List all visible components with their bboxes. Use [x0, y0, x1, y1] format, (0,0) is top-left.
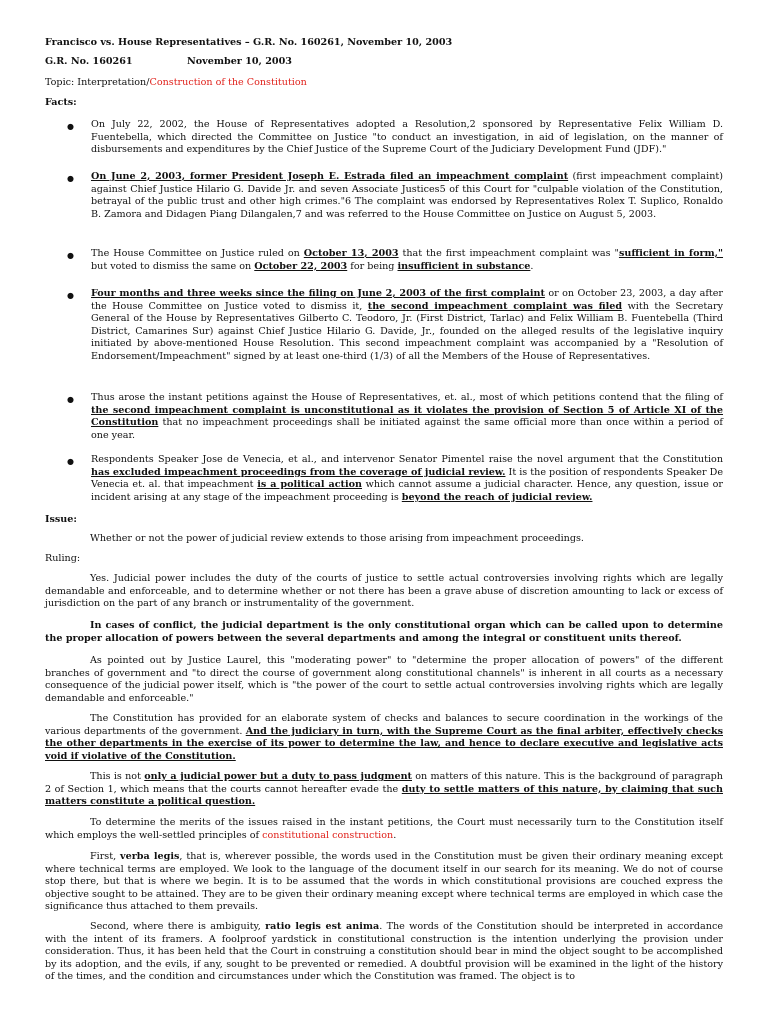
- topic-label: Topic: Interpretation/: [45, 77, 150, 88]
- fact-6-text-a: Respondents Speaker Jose de Venecia, et al., and intervenor Senator Pimentel raise the novel argument that the Constitution: [91, 454, 723, 465]
- ruling-6-text-b: .: [393, 829, 397, 841]
- bullet-icon: ●: [67, 395, 74, 404]
- issue-heading: Issue:: [45, 514, 77, 525]
- case-date: November 10, 2003: [187, 56, 292, 67]
- ruling-6-highlight: constitutional construction: [262, 829, 394, 841]
- ruling-paragraph-4: [45, 713, 723, 763]
- fact-paragraph-3: [91, 248, 723, 273]
- ruling-7-text-c: , that is, wherever possible, the words used in the Constitution must be given their ordinary meaning except where technical terms are employed. We look to the language of the document itself in our search for its meaning. We do not of course stop there, but that is where we begin. It is to be assumed that the words in which constitutional provisions are couched express the objective sought to be attained. They are to be given their ordinary meaning except where technical terms are employed in which case the significance thus attached to them prevails.: [45, 851, 723, 913]
- fact-6-emphasis-3: beyond the reach of judicial review.: [401, 491, 593, 503]
- ruling-4-text: The Constitution has provided for an elaborate system of checks and balances to secure coordination in the workings of the various departments of the government.: [45, 713, 723, 737]
- fact-3-date-2: October 22, 2003: [254, 260, 348, 272]
- fact-paragraph-1: On July 22, 2002, the House of Representatives adopted a Resolution,2 sponsored by Representative Felix William D. Fuentebella, which directed the Committee on Justice "to conduct an investigation, in aid of legislation, on the manner of disbursements and expenditures by the Chief Justice of the Supreme Court of the Judiciary Development Fund (JDF).": [91, 119, 723, 156]
- ruling-paragraph-6: [45, 817, 723, 842]
- bullet-icon: ●: [67, 174, 74, 183]
- ruling-5-emphasis-2: duty to settle matters of this nature, by claiming that such matters constitute a political question.: [45, 783, 723, 808]
- facts-heading: Facts:: [45, 97, 77, 108]
- fact-paragraph-6: [91, 454, 723, 504]
- fact-3-date-1: October 13, 2003: [303, 248, 399, 259]
- case-number: G.R. No. 160261: [45, 56, 133, 67]
- fact-6-emphasis-2: is a political action: [257, 479, 363, 491]
- bullet-icon: ●: [67, 251, 74, 260]
- document-title: Francisco vs. House Representatives – G.R. No. 160261, November 10, 2003: [45, 37, 453, 48]
- ruling-6-text-a: To determine the merits of the issues raised in the instant petitions, the Court must necessarily turn to the Constitution itself which employs the well-settled principles of: [45, 817, 723, 841]
- fact-6-emphasis-1: has excluded impeachment proceedings from the coverage of judicial review.: [91, 466, 506, 478]
- bullet-icon: ●: [67, 122, 74, 131]
- ruling-paragraph-8: [45, 921, 723, 984]
- ruling-paragraph-3: As pointed out by Justice Laurel, this "moderating power" to "determine the proper allocation of powers" of the different branches of government and "to direct the course of government along constitutional channels" is inherent in all courts as a necessary consequence of the judicial power itself, which is "the power of the court to settle actual controversies involving rights which are legally demandable and enforceable.": [45, 655, 723, 704]
- fact-2-emphasis: On June 2, 2003, former President Joseph E. Estrada filed an impeachment complaint: [91, 171, 569, 182]
- fact-4-text-a: or on October 23, 2003, a day after the House Committee on Justice voted to dismiss it,: [91, 288, 723, 312]
- fact-paragraph-2: [91, 171, 723, 221]
- fact-3-text-c: but voted to dismiss the same on: [91, 260, 255, 272]
- ruling-paragraph-5: [45, 771, 723, 809]
- bullet-icon: ●: [67, 291, 74, 300]
- ruling-5-text-a: This is not: [90, 771, 145, 782]
- fact-5-emphasis: the second impeachment complaint is unconstitutional as it violates the provision of Section 5 of Article XI of the Constitution: [91, 404, 723, 429]
- fact-4-text-b: with the Secretary General of the House by Representatives Gilberto C. Teodoro, Jr. (First District, Tarlac) and Felix William B. Fuentebella (Third District, Camarines Sur) against Chief Justice Hilario G. Davide, Jr., founded on the alleged results of the legislative inquiry initiated by above-mentioned House Resolution. This second impeachment complaint was accompanied by a "Resolution of Endorsement/Impeachment" signed by at least one-third (1/3) of all the Members of the House of Representatives.: [91, 300, 723, 362]
- ruling-5-emphasis-1: only a judicial power but a duty to pass judgment: [144, 771, 412, 782]
- fact-2-text: (first impeachment complaint) against Chief Justice Hilario G. Davide Jr. and seven Associate Justices5 of this Court for "culpable violation of the Constitution, betrayal of the public trust and other high crimes."6 The complaint was endorsed by Representatives Rolex T. Suplico, Ronaldo B. Zamora and Didagen Piang Dilangalen,7 and was referred to the House Committee on Justice on August 5, 2003.: [91, 171, 723, 220]
- fact-4-emphasis-2: the second impeachment complaint was filed: [367, 300, 623, 312]
- fact-3-text-a: The House Committee on Justice ruled on: [91, 248, 304, 259]
- ruling-7-text-a: First,: [90, 851, 121, 862]
- fact-3-text-b: that the first impeachment complaint was ": [398, 248, 619, 259]
- ruling-paragraph-2: In cases of conflict, the judicial department is the only constitutional organ which can be called upon to determine the proper allocation of powers between the several departments and among the integral or constituent units thereof.: [45, 620, 723, 644]
- ruling-paragraph-1: Yes. Judicial power includes the duty of the courts of justice to settle actual controversies involving rights which are legally demandable and enforceable, and to determine whether or not there has been a grave abuse of discretion amounting to lack or excess of jurisdiction on the part of any branch or instrumentality of the government.: [45, 573, 723, 610]
- fact-3-form: sufficient in form,": [618, 248, 724, 259]
- fact-5-text-b: that no impeachment proceedings shall be initiated against the same official more than once within a period of one year.: [91, 417, 723, 441]
- fact-3-text-e: .: [530, 260, 534, 272]
- ruling-5-text-b: on matters of this nature. This is the background of paragraph 2 of Section 1, which means that the courts cannot hereafter evade the: [45, 771, 723, 795]
- ruling-7-term: verba legis: [120, 851, 180, 862]
- fact-6-text-c: which cannot assume a judicial character. Hence, any question, issue or incident arising at any stage of the impeachment proceeding is: [91, 479, 723, 503]
- fact-5-text-a: Thus arose the instant petitions against the House of Representatives, et. al., most of which petitions contend that the filing of: [91, 392, 723, 403]
- fact-3-text-d: for being: [347, 260, 398, 272]
- bullet-icon: ●: [67, 457, 74, 466]
- fact-paragraph-5: [91, 392, 723, 442]
- ruling-paragraph-7: [45, 851, 723, 914]
- fact-paragraph-4: [91, 288, 723, 364]
- ruling-8-text-c: . The words of the Constitution should be interpreted in accordance with the intent of its framers. A foolproof yardstick in constitutional construction is the intention underlying the provision under consideration. Thus, it has been held that the Court in construing a constitution should bear in mind the object sought to be accomplished by its adoption, and the evils, if any, sought to be prevented or remedied. A doubtful provision will be examined in the light of the history of the times, and the condition and circumstances under which the Constitution was framed. The object is to: [45, 921, 723, 983]
- topic-line: [45, 77, 307, 90]
- ruling-4-emphasis: And the judiciary in turn, with the Supreme Court as the final arbiter, effectively checks the other departments in the exercise of its power to determine the law, and hence to declare executive and legislative acts void if violative of the Constitution.: [45, 725, 723, 762]
- ruling-8-term: ratio legis est anima: [265, 921, 380, 932]
- fact-4-emphasis-1: Four months and three weeks since the filing on June 2, 2003 of the first complaint: [91, 288, 545, 299]
- issue-text: Whether or not the power of judicial review extends to those arising from impeachment proceedings.: [90, 533, 584, 544]
- ruling-heading: Ruling:: [45, 553, 81, 564]
- ruling-8-text-a: Second, where there is ambiguity,: [90, 921, 266, 932]
- fact-6-text-b: It is the position of respondents Speaker De Venecia et. al. that impeachment: [91, 466, 723, 491]
- topic-highlight: Construction of the Constitution: [149, 77, 307, 88]
- fact-3-substance: insufficient in substance: [397, 260, 531, 272]
